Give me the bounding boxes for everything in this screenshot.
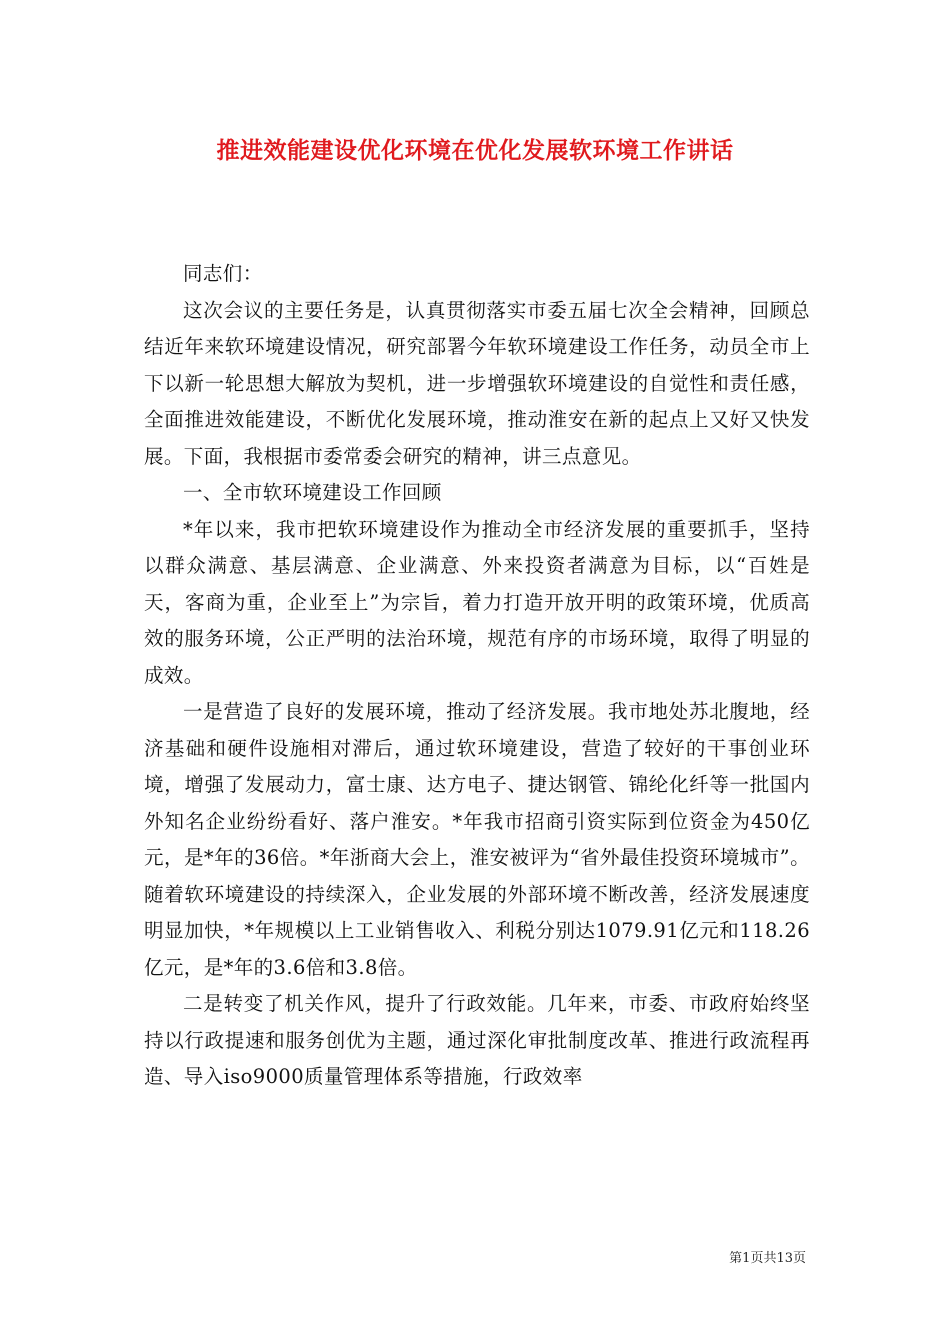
page-indicator: 第1页共13页 [729,1251,806,1266]
document-title: 推进效能建设优化环境在优化发展软环境工作讲话 [216,137,734,164]
paragraph-review: *年以来，我市把软环境建设作为推动全市经济发展的重要抓手，坚持以群众满意、基层满意、企业满意、外来投资者满意为目标，以“百姓是天，客商为重，企业至上”为宗旨，着力打造开放开明的政策环境，优质高效的服务环境，公正严明的法治环境，规范有序的市场环境，取得了明显的成效。 [144,517,810,687]
document-body [144,256,810,1096]
section-heading-1: 一、全市软环境建设工作回顾 [183,481,442,504]
paragraph-point-2: 二是转变了机关作风，提升了行政效能。几年来，市委、市政府始终坚持以行政提速和服务创优为主题，通过深化审批制度改革、推进行政流程再造、导入iso9000质量管理体系等措施，行政效率 [144,992,810,1088]
greeting: 同志们： [183,262,263,285]
paragraph-point-1: 一是营造了良好的发展环境，推动了经济发展。我市地处苏北腹地，经济基础和硬件设施相对滞后，通过软环境建设，营造了较好的干事创业环境，增强了发展动力，富士康、达方电子、捷达钢管、锦纶化纤等一批国内外知名企业纷纷看好、落户淮安。*年我市招商引资实际到位资金为450亿元，是*年的36倍。*年浙商大会上，淮安被评为“省外最佳投资环境城市”。随着软环境建设的持续深入，企业发展的外部环境不断改善，经济发展速度明显加快，*年规模以上工业销售收入、利税分别达1079.91亿元和118.26亿元，是*年的3.6倍和3.8倍。 [144,700,810,979]
paragraph-intro: 这次会议的主要任务是，认真贯彻落实市委五届七次全会精神，回顾总结近年来软环境建设情况，研究部署今年软环境建设工作任务，动员全市上下以新一轮思想大解放为契机，进一步增强软环境建设的自觉性和责任感，全面推进效能建设，不断优化发展环境，推动淮安在新的起点上又好又快发展。下面，我根据市委常委会研究的精神，讲三点意见。 [144,298,810,468]
